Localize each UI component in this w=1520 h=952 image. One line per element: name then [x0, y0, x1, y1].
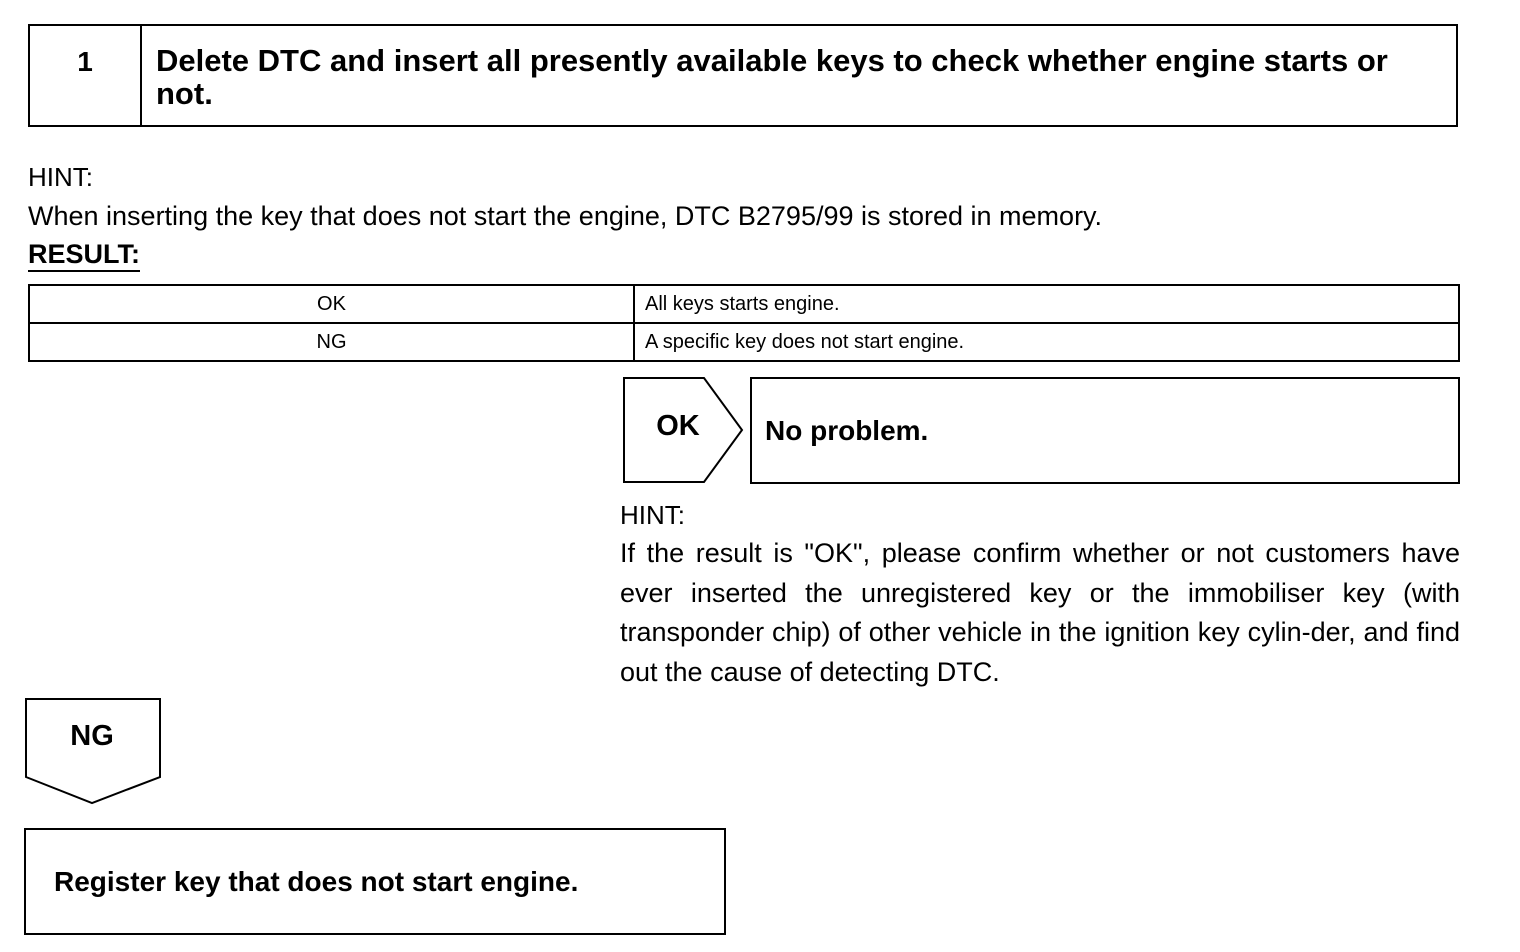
hint-text: When inserting the key that does not start the engine, DTC B2795/99 is stored in memory. [28, 201, 1103, 231]
ng-action-text: Register key that does not start engine. [54, 866, 579, 897]
step-header [28, 24, 1458, 127]
hint-label: HINT: [28, 162, 93, 192]
table-row [29, 323, 1459, 361]
ok-action-text: No problem. [765, 415, 929, 446]
result-code-ok: OK [29, 285, 634, 323]
step-number: 1 [30, 26, 142, 125]
table-row [29, 285, 1459, 323]
ng-arrow-label: NG [70, 720, 114, 752]
result-description-ng: A specific key does not start engine. [634, 323, 1459, 361]
ng-action-box [24, 828, 726, 935]
ok-action-box [750, 377, 1460, 484]
ok-hint-text: If the result is "OK", please confirm whether or not customers have ever inserted the unregistered key or the immobiliser key (with transponder chip) of other vehicle in the ignition key cylin-der, and find out the cause of detecting DTC. [620, 538, 1460, 687]
result-code-ng: NG [29, 323, 634, 361]
result-label: RESULT: [28, 238, 140, 272]
result-table [28, 284, 1460, 362]
step-title: Delete DTC and insert all presently available keys to check whether engine starts or not. [156, 43, 1388, 111]
result-description-ok: All keys starts engine. [634, 285, 1459, 323]
ok-arrow-label: OK [656, 410, 700, 442]
ok-hint-label: HINT: [620, 500, 685, 530]
